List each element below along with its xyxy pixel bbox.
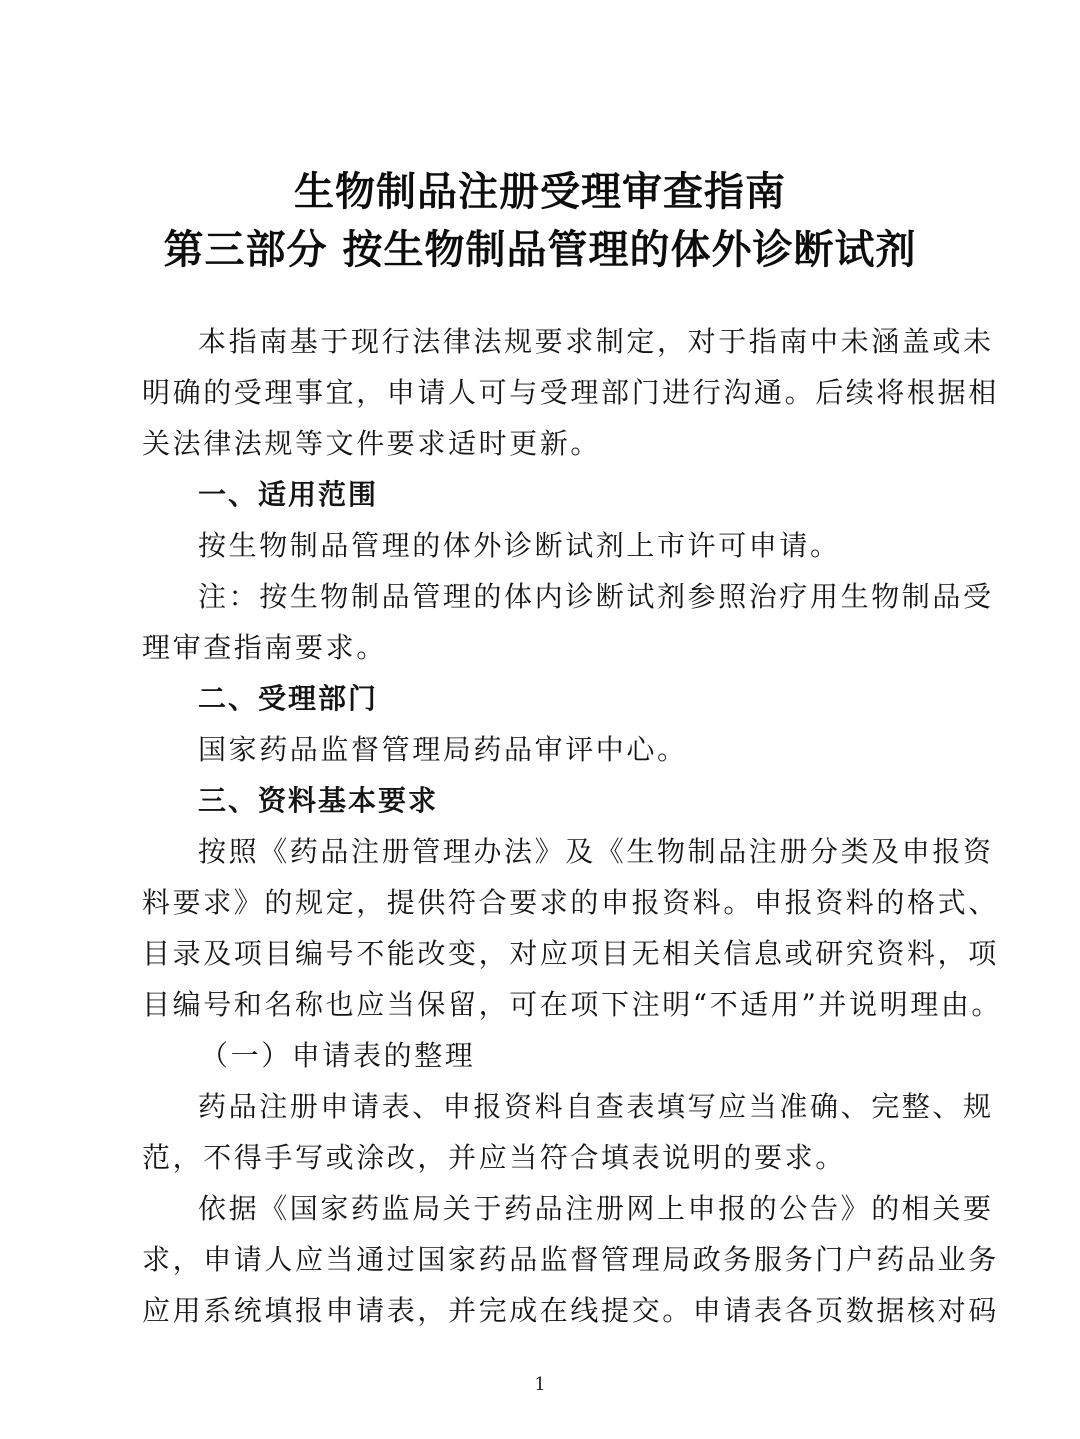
paragraph-line: 关法律法规等文件要求适时更新。	[142, 427, 602, 460]
paragraph-line: 国家药品监督管理局药品审评中心。	[198, 733, 688, 766]
paragraph-line: 依据《国家药监局关于药品注册网上申报的公告》的相关要	[198, 1192, 994, 1225]
paragraph-line: 本指南基于现行法律法规要求制定，对于指南中未涵盖或未	[198, 325, 994, 358]
document-subtitle: 第三部分 按生物制品管理的体外诊断试剂	[163, 227, 917, 273]
section-heading-requirements: 三、资料基本要求	[198, 784, 439, 817]
note-line: 注：按生物制品管理的体内诊断试剂参照治疗用生物制品受	[198, 580, 994, 613]
page-number: 1	[534, 1374, 546, 1395]
section-heading-scope: 一、适用范围	[198, 478, 379, 511]
document-title: 生物制品注册受理审查指南	[294, 169, 786, 215]
paragraph-line: 范，不得手写或涂改，并应当符合填表说明的要求。	[142, 1141, 846, 1174]
section-heading-department: 二、受理部门	[198, 682, 379, 715]
paragraph-line: 目录及项目编号不能改变，对应项目无相关信息或研究资料，项	[142, 937, 999, 970]
paragraph-line: 应用系统填报申请表，并完成在线提交。申请表各页数据核对码	[142, 1294, 999, 1327]
paragraph-line: 按生物制品管理的体外诊断试剂上市许可申请。	[198, 529, 841, 562]
paragraph-line: 目编号和名称也应当保留，可在项下注明“不适用”并说明理由。	[142, 988, 1003, 1021]
paragraph-line: 药品注册申请表、申报资料自查表填写应当准确、完整、规	[198, 1090, 994, 1123]
note-line: 理审查指南要求。	[142, 631, 387, 664]
paragraph-line: 明确的受理事宜，申请人可与受理部门进行沟通。后续将根据相	[142, 376, 999, 409]
paragraph-line: 求，申请人应当通过国家药品监督管理局政务服务门户药品业务	[142, 1243, 999, 1276]
paragraph-line: 按照《药品注册管理办法》及《生物制品注册分类及申报资	[198, 835, 994, 868]
subsection-heading-application-form: （一）申请表的整理	[200, 1039, 476, 1072]
paragraph-line: 料要求》的规定，提供符合要求的申报资料。申报资料的格式、	[142, 886, 999, 919]
